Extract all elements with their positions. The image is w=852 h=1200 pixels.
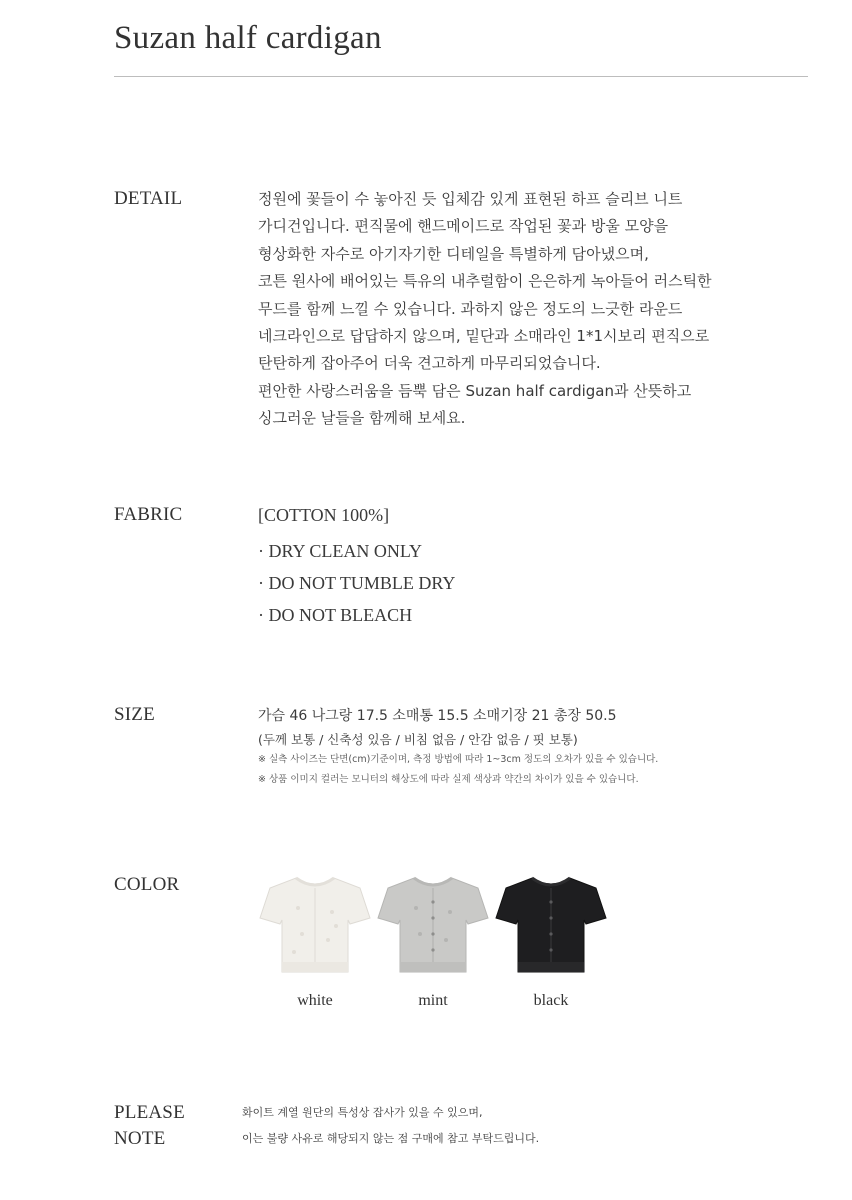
- size-measurements: 가슴 46 나그랑 17.5 소매통 15.5 소매기장 21 총장 50.5: [258, 708, 617, 724]
- please-note-label-line: PLEASE: [114, 1102, 185, 1123]
- fabric-composition: [COTTON 100%]: [258, 505, 390, 525]
- please-note-text: [242, 1100, 539, 1152]
- size-note: ※ 상품 이미지 컬러는 모니터의 해상도에 따라 실제 색상과 약간의 차이가 있을 수 있습니다.: [258, 774, 639, 785]
- care-instruction: · DO NOT BLEACH: [258, 605, 413, 625]
- detail-text: [258, 186, 712, 433]
- color-option-black[interactable]: [492, 868, 610, 1010]
- detail-line: 싱그러운 날들을 함께해 보세요.: [258, 409, 466, 428]
- please-note-label-line: NOTE: [114, 1128, 166, 1149]
- detail-line: 무드를 함께 느낄 수 있습니다. 과하지 않은 정도의 느긋한 라운드: [258, 299, 683, 318]
- size-label: SIZE: [114, 704, 155, 725]
- color-options: [256, 868, 616, 1018]
- care-instruction: · DRY CLEAN ONLY: [258, 541, 423, 561]
- detail-label: DETAIL: [114, 188, 183, 209]
- size-info: [258, 704, 658, 790]
- black-cardigan-image: [492, 868, 610, 978]
- color-name: white: [297, 992, 333, 1009]
- white-cardigan-image: [256, 868, 374, 978]
- color-name: black: [533, 992, 569, 1009]
- note-line: 화이트 계열 원단의 특성상 잡사가 있을 수 있으며,: [242, 1106, 483, 1119]
- size-attributes: (두께 보통 / 신축성 있음 / 비침 없음 / 안감 없음 / 핏 보통): [258, 732, 578, 747]
- fabric-info: [258, 499, 455, 631]
- note-line: 이는 불량 사유로 해당되지 않는 점 구매에 참고 부탁드립니다.: [242, 1132, 540, 1145]
- detail-line: 코튼 원사에 배어있는 특유의 내추럴함이 은은하게 녹아들어 러스틱한: [258, 272, 712, 291]
- color-option-mint[interactable]: [374, 868, 492, 1010]
- detail-line: 정원에 꽃들이 수 놓아진 듯 입체감 있게 표현된 하프 슬리브 니트: [258, 190, 683, 208]
- detail-line: 편안한 사랑스러움을 듬뿍 담은 Suzan half cardigan과 산뜻하고: [258, 381, 692, 400]
- color-name: mint: [418, 992, 448, 1009]
- mint-cardigan-image: [374, 868, 492, 978]
- product-title: Suzan half cardigan: [114, 20, 382, 56]
- please-note-label: [114, 1100, 185, 1152]
- size-note: ※ 실측 사이즈는 단면(cm)기준이며, 측정 방법에 따라 1~3cm 정도의 오차가 있을 수 있습니다.: [258, 754, 659, 765]
- detail-line: 네크라인으로 답답하지 않으며, 밑단과 소매라인 1*1시보리 편직으로: [258, 327, 710, 346]
- color-label: COLOR: [114, 874, 180, 895]
- color-option-white[interactable]: [256, 868, 374, 1010]
- detail-line: 탄탄하게 잡아주어 더욱 견고하게 마무리되었습니다.: [258, 354, 601, 373]
- detail-line: 형상화한 자수로 아기자기한 디테일을 특별하게 담아냈으며,: [258, 244, 649, 263]
- title-divider: [114, 76, 808, 77]
- fabric-label: FABRIC: [114, 504, 183, 525]
- care-instruction: · DO NOT TUMBLE DRY: [258, 573, 456, 593]
- detail-line: 가디건입니다. 편직물에 핸드메이드로 작업된 꽃과 방울 모양을: [258, 217, 669, 236]
